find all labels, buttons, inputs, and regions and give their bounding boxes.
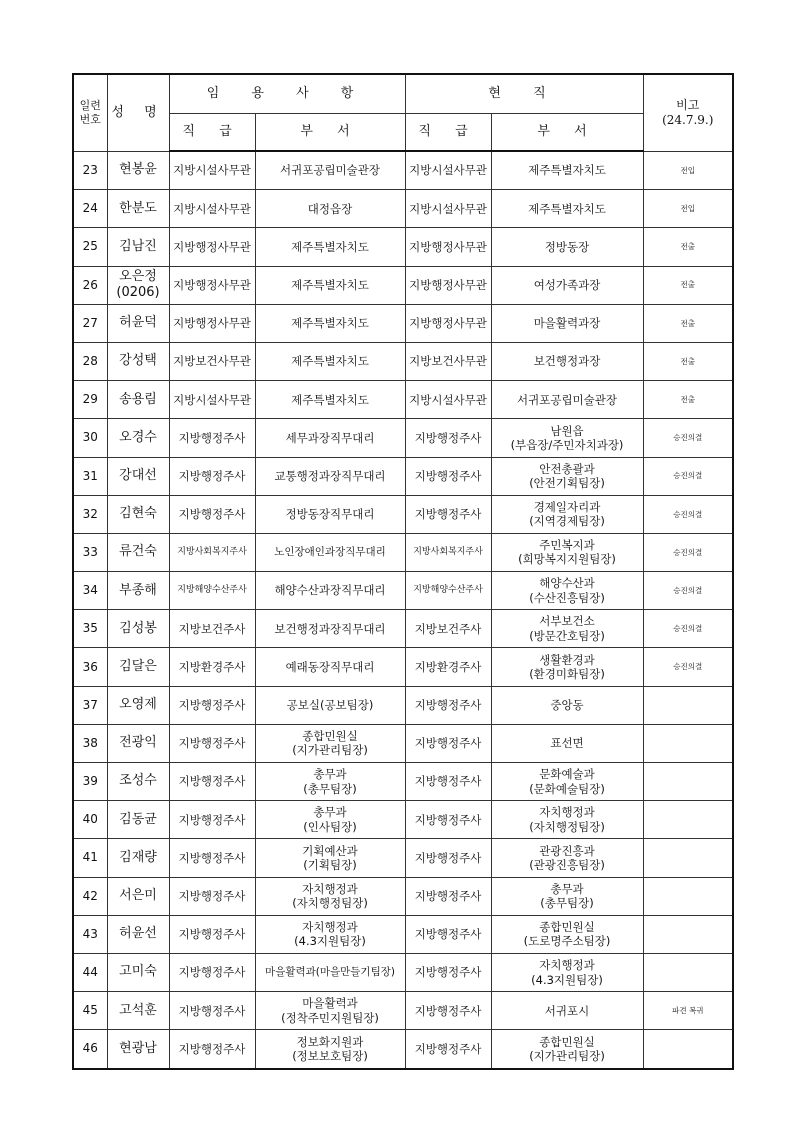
cell-new-dept: 총무과 (인사팀장) [255, 801, 405, 839]
cell-current-rank: 지방행정주사 [405, 801, 491, 839]
cell-new-rank: 지방시설사무관 [169, 381, 255, 419]
header-name: 성 명 [107, 74, 169, 151]
cell-new-dept: 정보화지원과 (정보보호팀장) [255, 1030, 405, 1069]
table-row [73, 763, 733, 801]
cell-serial-no: 38 [73, 724, 107, 762]
cell-current-dept: 마을활력과장 [491, 304, 643, 342]
header-row-top [73, 74, 733, 114]
header-current-rank: 직 급 [405, 114, 491, 152]
cell-serial-no: 30 [73, 419, 107, 457]
cell-name: 강대선 [107, 457, 169, 495]
cell-name: 김동균 [107, 801, 169, 839]
cell-serial-no: 27 [73, 304, 107, 342]
cell-serial-no: 36 [73, 648, 107, 686]
cell-new-dept: 제주특별자치도 [255, 342, 405, 380]
cell-name: 류건숙 [107, 533, 169, 571]
table-row [73, 1030, 733, 1069]
cell-new-dept: 제주특별자치도 [255, 266, 405, 304]
cell-current-rank: 지방행정주사 [405, 724, 491, 762]
cell-note: 승진의결 [643, 533, 733, 571]
cell-name: 송용림 [107, 381, 169, 419]
cell-current-rank: 지방사회복지주사 [405, 533, 491, 571]
cell-name: 전광익 [107, 724, 169, 762]
cell-new-dept: 세무과장직무대리 [255, 419, 405, 457]
cell-current-dept: 표선면 [491, 724, 643, 762]
cell-current-rank: 지방행정주사 [405, 877, 491, 915]
cell-current-rank: 지방행정주사 [405, 953, 491, 991]
table-row [73, 342, 733, 380]
cell-new-rank: 지방행정주사 [169, 419, 255, 457]
cell-name: 김남진 [107, 228, 169, 266]
cell-new-dept: 제주특별자치도 [255, 381, 405, 419]
cell-serial-no: 44 [73, 953, 107, 991]
cell-note [643, 953, 733, 991]
cell-new-rank: 지방보건사무관 [169, 342, 255, 380]
cell-note: 전출 [643, 381, 733, 419]
cell-serial-no: 42 [73, 877, 107, 915]
cell-serial-no: 46 [73, 1030, 107, 1069]
cell-current-dept: 여성가족과장 [491, 266, 643, 304]
cell-note [643, 763, 733, 801]
cell-name: 부종해 [107, 572, 169, 610]
cell-new-dept: 종합민원실 (지가관리팀장) [255, 724, 405, 762]
cell-new-rank: 지방행정주사 [169, 457, 255, 495]
cell-new-rank: 지방행정사무관 [169, 228, 255, 266]
header-current-position: 현 직 [405, 74, 643, 114]
cell-new-rank: 지방시설사무관 [169, 190, 255, 228]
cell-serial-no: 24 [73, 190, 107, 228]
cell-current-dept: 주민복지과 (희망복지지원팀장) [491, 533, 643, 571]
cell-current-dept: 종합민원실 (도로명주소팀장) [491, 915, 643, 953]
cell-current-rank: 지방시설사무관 [405, 190, 491, 228]
cell-name: 오경수 [107, 419, 169, 457]
cell-new-dept: 마을활력과 (정착주민지원팀장) [255, 992, 405, 1030]
cell-new-dept: 정방동장직무대리 [255, 495, 405, 533]
cell-new-rank: 지방해양수산주사 [169, 572, 255, 610]
cell-name: 허윤선 [107, 915, 169, 953]
cell-current-dept: 제주특별자치도 [491, 151, 643, 190]
cell-name: 고미숙 [107, 953, 169, 991]
cell-current-rank: 지방행정사무관 [405, 228, 491, 266]
cell-name: 현광남 [107, 1030, 169, 1069]
cell-note: 전출 [643, 228, 733, 266]
table-row [73, 686, 733, 724]
cell-current-dept: 서귀포시 [491, 992, 643, 1030]
header-appointment: 임 용 사 항 [169, 74, 405, 114]
cell-new-dept: 자치행정과 (4.3지원팀장) [255, 915, 405, 953]
cell-new-rank: 지방환경주사 [169, 648, 255, 686]
cell-current-rank: 지방행정주사 [405, 457, 491, 495]
cell-current-rank: 지방행정주사 [405, 992, 491, 1030]
cell-current-dept: 종합민원실 (지가관리팀장) [491, 1030, 643, 1069]
header-current-dept: 부 서 [491, 114, 643, 152]
cell-name: 허윤덕 [107, 304, 169, 342]
cell-new-dept: 총무과 (총무팀장) [255, 763, 405, 801]
table-row [73, 151, 733, 190]
cell-name: 강성택 [107, 342, 169, 380]
cell-current-dept: 자치행정과 (자치행정팀장) [491, 801, 643, 839]
cell-current-rank: 지방시설사무관 [405, 151, 491, 190]
table-body [73, 151, 733, 1069]
cell-note [643, 724, 733, 762]
cell-note: 승진의결 [643, 495, 733, 533]
cell-note: 파견 복귀 [643, 992, 733, 1030]
table-row [73, 457, 733, 495]
table-row [73, 953, 733, 991]
cell-new-rank: 지방행정주사 [169, 915, 255, 953]
cell-new-dept: 서귀포공립미술관장 [255, 151, 405, 190]
cell-current-dept: 자치행정과 (4.3지원팀장) [491, 953, 643, 991]
cell-new-rank: 지방행정주사 [169, 724, 255, 762]
cell-current-rank: 지방행정주사 [405, 839, 491, 877]
cell-current-dept: 남원읍 (부읍장/주민자치과장) [491, 419, 643, 457]
table-row [73, 190, 733, 228]
cell-current-rank: 지방행정주사 [405, 686, 491, 724]
cell-current-dept: 서부보건소 (방문간호팀장) [491, 610, 643, 648]
cell-new-dept: 공보실(공보팀장) [255, 686, 405, 724]
cell-note: 승진의결 [643, 648, 733, 686]
table-row [73, 304, 733, 342]
cell-new-rank: 지방행정주사 [169, 801, 255, 839]
table-row [73, 801, 733, 839]
cell-current-rank: 지방환경주사 [405, 648, 491, 686]
cell-current-rank: 지방행정주사 [405, 915, 491, 953]
cell-current-rank: 지방보건주사 [405, 610, 491, 648]
table-row [73, 915, 733, 953]
cell-note [643, 915, 733, 953]
cell-name: 고석훈 [107, 992, 169, 1030]
cell-new-rank: 지방행정사무관 [169, 266, 255, 304]
cell-serial-no: 33 [73, 533, 107, 571]
cell-new-dept: 대정읍장 [255, 190, 405, 228]
cell-note: 전출 [643, 304, 733, 342]
cell-current-rank: 지방행정주사 [405, 495, 491, 533]
cell-name: 서은미 [107, 877, 169, 915]
table-row [73, 648, 733, 686]
cell-new-rank: 지방행정주사 [169, 763, 255, 801]
cell-current-dept: 안전총괄과 (안전기획팀장) [491, 457, 643, 495]
cell-current-rank: 지방보건사무관 [405, 342, 491, 380]
cell-current-rank: 지방행정주사 [405, 763, 491, 801]
cell-current-dept: 서귀포공립미술관장 [491, 381, 643, 419]
cell-new-dept: 예래동장직무대리 [255, 648, 405, 686]
cell-new-dept: 자치행정과 (자치행정팀장) [255, 877, 405, 915]
header-serial-no: 일련 번호 [73, 74, 107, 151]
table-row [73, 381, 733, 419]
cell-note: 전출 [643, 266, 733, 304]
cell-serial-no: 26 [73, 266, 107, 304]
table-row [73, 572, 733, 610]
cell-serial-no: 37 [73, 686, 107, 724]
cell-new-dept: 마을활력과(마을만들기팀장) [255, 953, 405, 991]
header-new-rank: 직 급 [169, 114, 255, 152]
table-row [73, 495, 733, 533]
cell-new-rank: 지방사회복지주사 [169, 533, 255, 571]
cell-name: 김달은 [107, 648, 169, 686]
cell-note: 전출 [643, 342, 733, 380]
cell-note: 전입 [643, 190, 733, 228]
header-new-dept: 부 서 [255, 114, 405, 152]
cell-current-dept: 생활환경과 (환경미화팀장) [491, 648, 643, 686]
cell-note: 승진의결 [643, 572, 733, 610]
table-row [73, 533, 733, 571]
cell-current-rank: 지방행정사무관 [405, 266, 491, 304]
cell-serial-no: 29 [73, 381, 107, 419]
cell-name: 김재량 [107, 839, 169, 877]
cell-current-rank: 지방시설사무관 [405, 381, 491, 419]
table-row [73, 724, 733, 762]
cell-new-dept: 노인장애인과장직무대리 [255, 533, 405, 571]
cell-serial-no: 23 [73, 151, 107, 190]
cell-serial-no: 45 [73, 992, 107, 1030]
cell-serial-no: 34 [73, 572, 107, 610]
cell-serial-no: 39 [73, 763, 107, 801]
cell-new-rank: 지방시설사무관 [169, 151, 255, 190]
cell-note [643, 1030, 733, 1069]
cell-serial-no: 40 [73, 801, 107, 839]
cell-new-rank: 지방보건주사 [169, 610, 255, 648]
cell-current-rank: 지방행정주사 [405, 419, 491, 457]
header-note: 비고 (24.7.9.) [643, 74, 733, 151]
cell-current-rank: 지방행정주사 [405, 1030, 491, 1069]
cell-current-dept: 총무과 (총무팀장) [491, 877, 643, 915]
cell-new-rank: 지방행정사무관 [169, 304, 255, 342]
cell-note [643, 839, 733, 877]
cell-new-rank: 지방행정주사 [169, 1030, 255, 1069]
cell-current-dept: 제주특별자치도 [491, 190, 643, 228]
cell-current-dept: 문화예술과 (문화예술팀장) [491, 763, 643, 801]
cell-new-dept: 기획예산과 (기획팀장) [255, 839, 405, 877]
cell-new-rank: 지방행정주사 [169, 839, 255, 877]
cell-note: 승진의결 [643, 610, 733, 648]
table-row [73, 266, 733, 304]
appointment-table [72, 73, 734, 1070]
cell-note [643, 686, 733, 724]
cell-note [643, 801, 733, 839]
cell-current-dept: 경제일자리과 (지역경제팀장) [491, 495, 643, 533]
cell-new-rank: 지방행정주사 [169, 686, 255, 724]
cell-new-dept: 보건행정과장직무대리 [255, 610, 405, 648]
table-row [73, 839, 733, 877]
cell-new-rank: 지방행정주사 [169, 495, 255, 533]
cell-note: 승진의결 [643, 457, 733, 495]
cell-new-dept: 제주특별자치도 [255, 228, 405, 266]
table-row [73, 610, 733, 648]
cell-new-dept: 제주특별자치도 [255, 304, 405, 342]
cell-new-rank: 지방행정주사 [169, 992, 255, 1030]
cell-serial-no: 31 [73, 457, 107, 495]
cell-serial-no: 25 [73, 228, 107, 266]
cell-current-dept: 보건행정과장 [491, 342, 643, 380]
cell-current-dept: 해양수산과 (수산진흥팀장) [491, 572, 643, 610]
cell-name: 김현숙 [107, 495, 169, 533]
cell-serial-no: 43 [73, 915, 107, 953]
cell-serial-no: 32 [73, 495, 107, 533]
cell-new-rank: 지방행정주사 [169, 953, 255, 991]
cell-name: 현봉윤 [107, 151, 169, 190]
cell-current-rank: 지방해양수산주사 [405, 572, 491, 610]
cell-new-rank: 지방행정주사 [169, 877, 255, 915]
cell-note [643, 877, 733, 915]
cell-name: 조성수 [107, 763, 169, 801]
cell-note: 승진의결 [643, 419, 733, 457]
cell-serial-no: 35 [73, 610, 107, 648]
cell-name: 오은정 (0206) [107, 266, 169, 304]
table-row [73, 228, 733, 266]
table-row [73, 877, 733, 915]
cell-new-dept: 해양수산과장직무대리 [255, 572, 405, 610]
table-row [73, 992, 733, 1030]
cell-current-dept: 정방동장 [491, 228, 643, 266]
cell-current-rank: 지방행정사무관 [405, 304, 491, 342]
cell-name: 한분도 [107, 190, 169, 228]
cell-current-dept: 관광진흥과 (관광진흥팀장) [491, 839, 643, 877]
cell-current-dept: 중앙동 [491, 686, 643, 724]
table-row [73, 419, 733, 457]
cell-name: 김성봉 [107, 610, 169, 648]
cell-serial-no: 28 [73, 342, 107, 380]
cell-name: 오영제 [107, 686, 169, 724]
cell-note: 전입 [643, 151, 733, 190]
cell-serial-no: 41 [73, 839, 107, 877]
header-row-sub [73, 114, 733, 152]
cell-new-dept: 교통행정과장직무대리 [255, 457, 405, 495]
